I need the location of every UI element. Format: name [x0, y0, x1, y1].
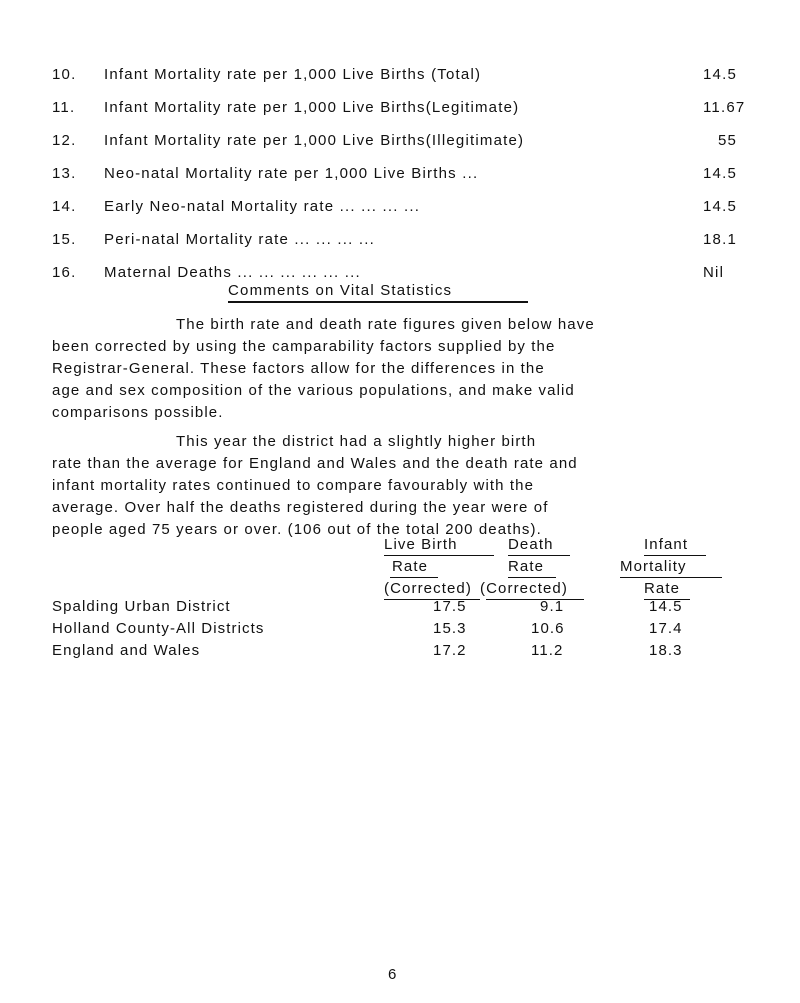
header-line: Mortality	[620, 558, 687, 575]
header-line: (Corrected)	[480, 580, 568, 597]
header-line: Live Birth	[384, 536, 458, 553]
stat-number: 10.	[52, 66, 77, 83]
header-underline	[508, 577, 556, 578]
table-row	[52, 640, 752, 662]
death-rate: 9.1	[540, 598, 565, 615]
paragraph-line: comparisons possible.	[52, 404, 224, 421]
stat-row-12	[52, 128, 767, 154]
header-underline	[390, 577, 438, 578]
area-name: Holland County-All Districts	[52, 620, 265, 637]
stat-value: 14.5	[703, 165, 737, 182]
live-birth-rate: 17.5	[433, 598, 467, 615]
stat-label: Infant Mortality rate per 1,000 Live Births(Illegitimate)	[104, 132, 525, 149]
death-rate: 11.2	[531, 642, 564, 659]
header-line: Infant	[644, 536, 689, 553]
stat-row-13	[52, 161, 767, 187]
stat-value: 14.5	[703, 198, 737, 215]
paragraph-line: been corrected by using the camparability factors supplied by the	[52, 338, 556, 355]
page-number: 6	[388, 966, 397, 983]
stat-label: Early Neo-natal Mortality rate ... ... ... ...	[104, 198, 421, 215]
live-birth-rate: 17.2	[433, 642, 467, 659]
header-underline	[508, 555, 570, 556]
header-line: Death	[508, 536, 554, 553]
header-underline	[384, 555, 494, 556]
stat-number: 13.	[52, 165, 77, 182]
stat-value: 14.5	[703, 66, 737, 83]
area-name: England and Wales	[52, 642, 201, 659]
stat-value: 11.67	[703, 99, 746, 116]
stat-number: 16.	[52, 264, 77, 281]
live-birth-rate: 15.3	[433, 620, 467, 637]
infant-mortality-rate: 18.3	[649, 642, 683, 659]
stat-value: 55	[718, 132, 738, 149]
table-header-infant	[620, 534, 688, 600]
paragraph-line: age and sex composition of the various populations, and make valid	[52, 382, 575, 399]
section-heading-underline	[228, 301, 528, 303]
table-row	[52, 596, 752, 618]
stat-row-15	[52, 227, 767, 253]
section-heading: Comments on Vital Statistics	[228, 282, 453, 299]
stat-number: 12.	[52, 132, 77, 149]
paragraph-district-summary	[52, 431, 752, 541]
header-line: (Corrected)	[384, 580, 472, 597]
paragraph-line: Registrar-General. These factors allow for the differences in the	[52, 360, 545, 377]
table-row	[52, 618, 752, 640]
header-line: Rate	[644, 580, 681, 597]
area-name: Spalding Urban District	[52, 598, 231, 615]
stat-label: Infant Mortality rate per 1,000 Live Births(Legitimate)	[104, 99, 520, 116]
header-underline	[644, 555, 706, 556]
stat-row-11	[52, 95, 767, 121]
header-line: Rate	[392, 558, 429, 575]
stat-value: Nil	[703, 264, 725, 281]
stat-label: Infant Mortality rate per 1,000 Live Births (Total)	[104, 66, 482, 83]
stat-number: 14.	[52, 198, 77, 215]
paragraph-comparability	[52, 314, 752, 424]
stat-row-14	[52, 194, 767, 220]
table-header-live-birth	[384, 534, 472, 600]
stat-number: 15.	[52, 231, 77, 248]
infant-mortality-rate: 17.4	[649, 620, 683, 637]
paragraph-line: The birth rate and death rate figures given below have	[176, 316, 595, 333]
stat-label: Peri-natal Mortality rate ... ... ... ...	[104, 231, 375, 248]
paragraph-line: rate than the average for England and Wales and the death rate and	[52, 455, 578, 472]
table-header-death	[480, 534, 568, 600]
stat-number: 11.	[52, 99, 76, 116]
infant-mortality-rate: 14.5	[649, 598, 683, 615]
paragraph-line: average. Over half the deaths registered during the year were of	[52, 499, 549, 516]
paragraph-line: people aged 75 years or over. (106 out of the total 200 deaths).	[52, 521, 542, 538]
paragraph-line: This year the district had a slightly higher birth	[176, 433, 537, 450]
stat-label: Neo-natal Mortality rate per 1,000 Live Births ...	[104, 165, 479, 182]
stat-value: 18.1	[703, 231, 737, 248]
header-line: Rate	[508, 558, 545, 575]
stat-label: Maternal Deaths ... ... ... ... ... ...	[104, 264, 361, 281]
header-underline	[620, 577, 722, 578]
death-rate: 10.6	[531, 620, 565, 637]
stat-row-10	[52, 62, 767, 88]
paragraph-line: infant mortality rates continued to compare favourably with the	[52, 477, 535, 494]
